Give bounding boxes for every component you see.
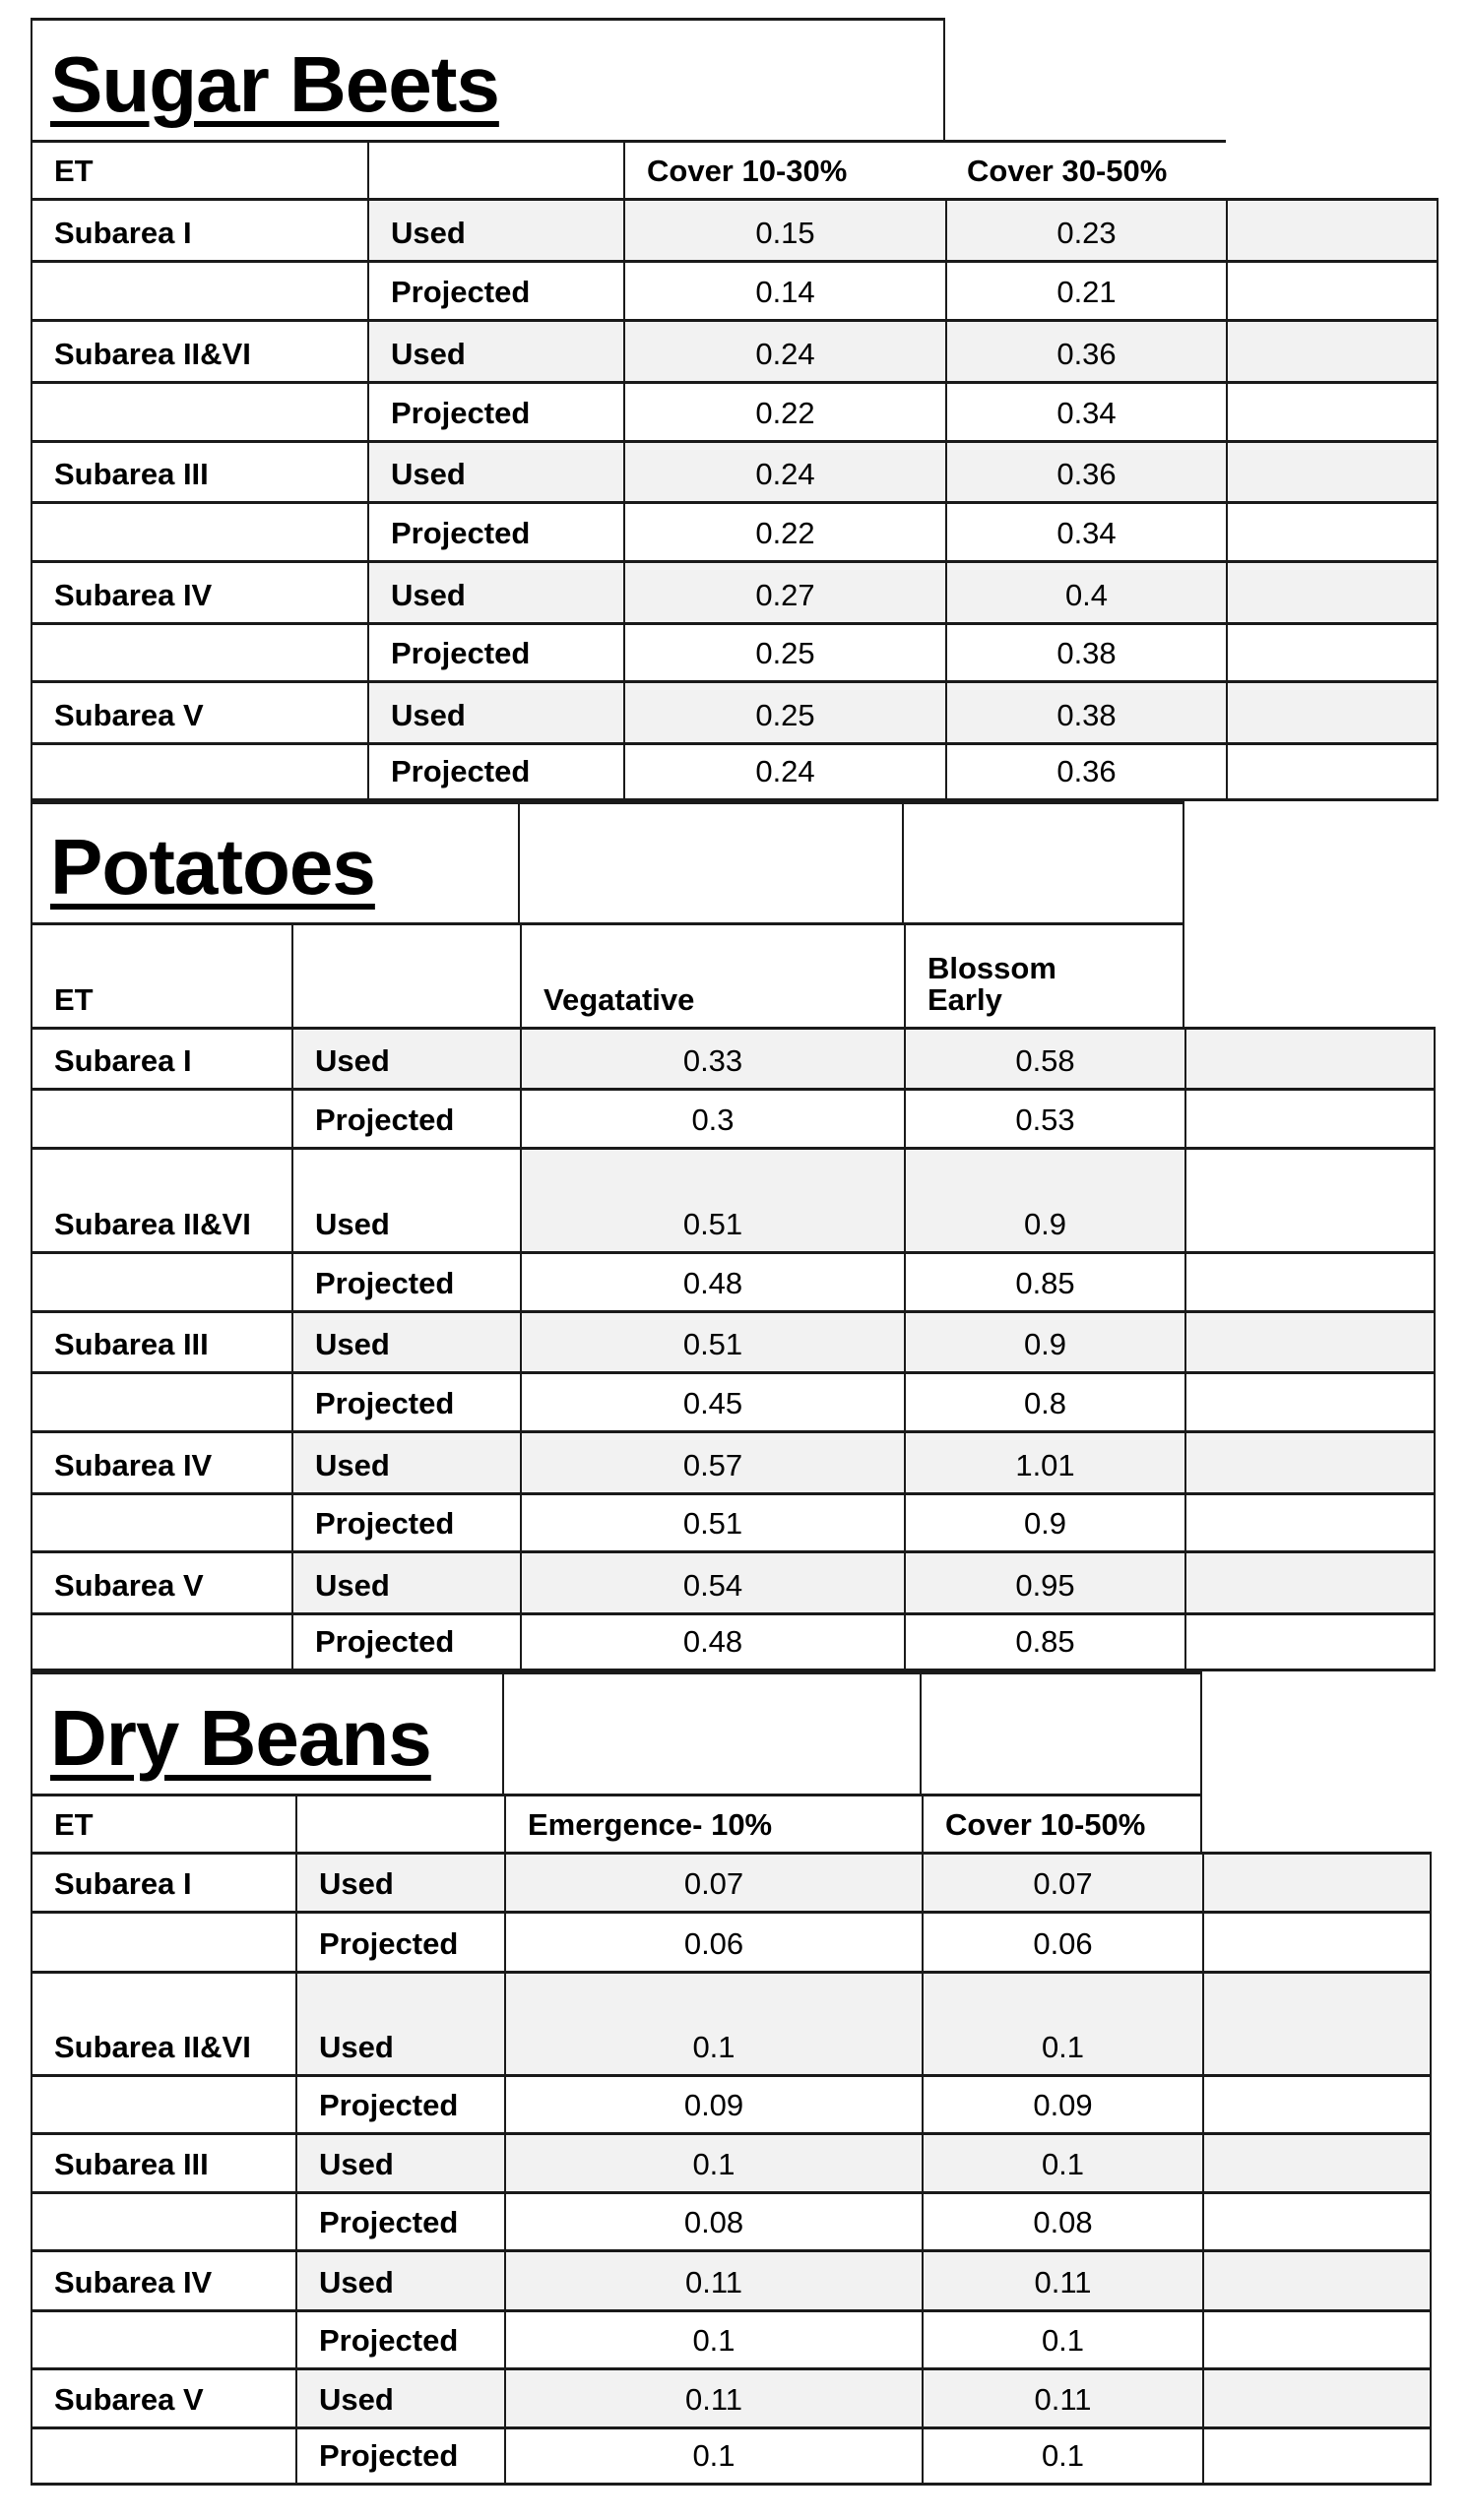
potatoes-row-0-value-cell-1: 0.33 (520, 1027, 904, 1088)
potatoes-row-4-value-cell-1: 0.51 (520, 1310, 904, 1371)
potatoes-row-4-blank-cell (1184, 1310, 1436, 1371)
sugar-beets-row-8-blank-cell (1226, 680, 1439, 742)
dry-beans-header-col-3: Cover 10-50% (922, 1794, 1202, 1852)
dry-beans-row-5-value-cell-1: 0.08 (504, 2191, 922, 2249)
potatoes-row-3-value-cell-1: 0.48 (520, 1251, 904, 1310)
sugar-beets-row-1-type-cell: Projected (367, 260, 623, 319)
dry-beans-row-9-blank-cell (1202, 2426, 1432, 2486)
potatoes-row-5-value-cell-1: 0.45 (520, 1371, 904, 1430)
potatoes-row-6-type-cell: Used (291, 1430, 520, 1492)
dry-beans-title: Dry Beans (31, 1671, 504, 1794)
potatoes-row-4-area-cell: Subarea III (31, 1310, 291, 1371)
potatoes-row-2-value-cell-2: 0.9 (904, 1147, 1184, 1251)
potatoes-row-3-type-cell: Projected (291, 1251, 520, 1310)
dry-beans-row-3-value-cell-2: 0.09 (922, 2074, 1202, 2132)
potatoes-header-col-1 (291, 922, 520, 1027)
dry-beans-row-7-value-cell-2: 0.1 (922, 2309, 1202, 2367)
dry-beans-row-9-value-cell-1: 0.1 (504, 2426, 922, 2486)
sugar-beets-row-9-blank-cell (1226, 742, 1439, 801)
potatoes-row-2-area-cell: Subarea II&VI (31, 1147, 291, 1251)
dry-beans-row-0-value-cell-1: 0.07 (504, 1852, 922, 1911)
sugar-beets-row-5-area-cell (31, 501, 367, 560)
potatoes-row-9-value-cell-1: 0.48 (520, 1612, 904, 1671)
sugar-beets-row-9-value-cell-2: 0.36 (945, 742, 1226, 801)
dry-beans-row-2-value-cell-2: 0.1 (922, 1971, 1202, 2074)
potatoes-header-col-0: ET (31, 922, 291, 1027)
sugar-beets-row-6-area-cell: Subarea IV (31, 560, 367, 622)
potatoes-row-6-area-cell: Subarea IV (31, 1430, 291, 1492)
dry-beans-header-col-1 (295, 1794, 504, 1852)
sugar-beets-row-5-value-cell-2: 0.34 (945, 501, 1226, 560)
sugar-beets-row-9-area-cell (31, 742, 367, 801)
potatoes-title-spacer-0 (520, 801, 904, 922)
sugar-beets-row-4-blank-cell (1226, 440, 1439, 501)
dry-beans-header-col-2: Emergence- 10% (504, 1794, 922, 1852)
dry-beans-row-8-value-cell-2: 0.11 (922, 2367, 1202, 2426)
potatoes-row-8-type-cell: Used (291, 1550, 520, 1612)
sugar-beets-row-4-area-cell: Subarea III (31, 440, 367, 501)
dry-beans-row-1-blank-cell (1202, 1911, 1432, 1971)
potatoes-row-5-blank-cell (1184, 1371, 1436, 1430)
dry-beans-row-1-value-cell-2: 0.06 (922, 1911, 1202, 1971)
dry-beans-row-0-value-cell-2: 0.07 (922, 1852, 1202, 1911)
sugar-beets-row-8-type-cell: Used (367, 680, 623, 742)
dry-beans-row-6-value-cell-1: 0.11 (504, 2249, 922, 2309)
dry-beans-row-9-value-cell-2: 0.1 (922, 2426, 1202, 2486)
potatoes-row-0-blank-cell (1184, 1027, 1436, 1088)
sugar-beets-row-0-type-cell: Used (367, 198, 623, 260)
dry-beans-row-0-blank-cell (1202, 1852, 1432, 1911)
dry-beans-row-0-area-cell: Subarea I (31, 1852, 295, 1911)
potatoes-row-9-type-cell: Projected (291, 1612, 520, 1671)
potatoes-row-8-value-cell-2: 0.95 (904, 1550, 1184, 1612)
potatoes-row-3-value-cell-2: 0.85 (904, 1251, 1184, 1310)
dry-beans-row-2-type-cell: Used (295, 1971, 504, 2074)
sugar-beets-row-5-blank-cell (1226, 501, 1439, 560)
dry-beans-row-5-blank-cell (1202, 2191, 1432, 2249)
potatoes-row-2-blank-cell (1184, 1147, 1436, 1251)
dry-beans-row-8-value-cell-1: 0.11 (504, 2367, 922, 2426)
dry-beans-row-7-type-cell: Projected (295, 2309, 504, 2367)
potatoes-row-7-value-cell-1: 0.51 (520, 1492, 904, 1550)
dry-beans-row-0-type-cell: Used (295, 1852, 504, 1911)
potatoes-row-7-type-cell: Projected (291, 1492, 520, 1550)
potatoes-row-1-blank-cell (1184, 1088, 1436, 1147)
sugar-beets-row-2-type-cell: Used (367, 319, 623, 381)
sugar-beets-row-6-blank-cell (1226, 560, 1439, 622)
potatoes-row-5-type-cell: Projected (291, 1371, 520, 1430)
potatoes-row-8-blank-cell (1184, 1550, 1436, 1612)
sugar-beets-row-8-area-cell: Subarea V (31, 680, 367, 742)
sugar-beets-row-6-type-cell: Used (367, 560, 623, 622)
dry-beans-header-col-0: ET (31, 1794, 295, 1852)
potatoes-row-3-blank-cell (1184, 1251, 1436, 1310)
sugar-beets-row-8-value-cell-1: 0.25 (623, 680, 945, 742)
potatoes-row-6-value-cell-1: 0.57 (520, 1430, 904, 1492)
sugar-beets-row-2-blank-cell (1226, 319, 1439, 381)
dry-beans-row-4-value-cell-2: 0.1 (922, 2132, 1202, 2191)
dry-beans-row-9-area-cell (31, 2426, 295, 2486)
potatoes-row-1-value-cell-2: 0.53 (904, 1088, 1184, 1147)
sugar-beets-row-0-value-cell-2: 0.23 (945, 198, 1226, 260)
sugar-beets-header-col-1 (367, 140, 623, 198)
potatoes-row-7-blank-cell (1184, 1492, 1436, 1550)
potatoes-row-6-blank-cell (1184, 1430, 1436, 1492)
sugar-beets-row-8-value-cell-2: 0.38 (945, 680, 1226, 742)
sugar-beets-row-3-value-cell-1: 0.22 (623, 381, 945, 440)
dry-beans-row-4-area-cell: Subarea III (31, 2132, 295, 2191)
sugar-beets-row-3-type-cell: Projected (367, 381, 623, 440)
potatoes-row-0-area-cell: Subarea I (31, 1027, 291, 1088)
potatoes-row-6-value-cell-2: 1.01 (904, 1430, 1184, 1492)
potatoes-title-spacer-1 (904, 801, 1184, 922)
dry-beans-row-3-type-cell: Projected (295, 2074, 504, 2132)
potatoes-row-3-area-cell (31, 1251, 291, 1310)
sugar-beets-header-col-2: Cover 10-30% (623, 140, 945, 198)
dry-beans-row-2-blank-cell (1202, 1971, 1432, 2074)
sugar-beets-row-7-value-cell-2: 0.38 (945, 622, 1226, 680)
dry-beans-row-8-blank-cell (1202, 2367, 1432, 2426)
dry-beans-row-4-value-cell-1: 0.1 (504, 2132, 922, 2191)
potatoes-row-5-area-cell (31, 1371, 291, 1430)
potatoes-header-col-2: Vegatative (520, 922, 904, 1027)
dry-beans-row-8-area-cell: Subarea V (31, 2367, 295, 2426)
potatoes-row-8-area-cell: Subarea V (31, 1550, 291, 1612)
potatoes-row-1-value-cell-1: 0.3 (520, 1088, 904, 1147)
sugar-beets-row-4-type-cell: Used (367, 440, 623, 501)
dry-beans-row-7-blank-cell (1202, 2309, 1432, 2367)
dry-beans-row-1-value-cell-1: 0.06 (504, 1911, 922, 1971)
sugar-beets-row-9-type-cell: Projected (367, 742, 623, 801)
sugar-beets-row-4-value-cell-1: 0.24 (623, 440, 945, 501)
dry-beans-row-3-value-cell-1: 0.09 (504, 2074, 922, 2132)
header-label-line: Blossom (927, 950, 1056, 985)
potatoes-header-col-3 (904, 922, 1184, 1027)
sugar-beets-row-0-value-cell-1: 0.15 (623, 198, 945, 260)
potatoes-row-4-value-cell-2: 0.9 (904, 1310, 1184, 1371)
dry-beans-row-6-area-cell: Subarea IV (31, 2249, 295, 2309)
dry-beans-row-3-blank-cell (1202, 2074, 1432, 2132)
dry-beans-row-7-value-cell-1: 0.1 (504, 2309, 922, 2367)
sugar-beets-row-0-area-cell: Subarea I (31, 198, 367, 260)
dry-beans-row-2-area-cell: Subarea II&VI (31, 1971, 295, 2074)
dry-beans-title-spacer-0 (504, 1671, 922, 1794)
sugar-beets-row-1-blank-cell (1226, 260, 1439, 319)
sugar-beets-row-3-blank-cell (1226, 381, 1439, 440)
sugar-beets-row-5-type-cell: Projected (367, 501, 623, 560)
sugar-beets-row-7-area-cell (31, 622, 367, 680)
potatoes-row-0-value-cell-2: 0.58 (904, 1027, 1184, 1088)
sugar-beets-title: Sugar Beets (31, 18, 945, 140)
sugar-beets-row-6-value-cell-2: 0.4 (945, 560, 1226, 622)
dry-beans-row-8-type-cell: Used (295, 2367, 504, 2426)
sugar-beets-row-2-value-cell-1: 0.24 (623, 319, 945, 381)
potatoes-row-1-type-cell: Projected (291, 1088, 520, 1147)
potatoes-row-7-area-cell (31, 1492, 291, 1550)
dry-beans-row-5-value-cell-2: 0.08 (922, 2191, 1202, 2249)
dry-beans-row-2-value-cell-1: 0.1 (504, 1971, 922, 2074)
sugar-beets-row-0-blank-cell (1226, 198, 1439, 260)
sugar-beets-header-col-0: ET (31, 140, 367, 198)
sugar-beets-row-7-blank-cell (1226, 622, 1439, 680)
sugar-beets-row-1-value-cell-1: 0.14 (623, 260, 945, 319)
potatoes-row-9-blank-cell (1184, 1612, 1436, 1671)
sugar-beets-row-1-value-cell-2: 0.21 (945, 260, 1226, 319)
potatoes-row-0-type-cell: Used (291, 1027, 520, 1088)
potatoes-row-1-area-cell (31, 1088, 291, 1147)
dry-beans-row-1-area-cell (31, 1911, 295, 1971)
sugar-beets-row-7-value-cell-1: 0.25 (623, 622, 945, 680)
sugar-beets-row-6-value-cell-1: 0.27 (623, 560, 945, 622)
dry-beans-row-6-type-cell: Used (295, 2249, 504, 2309)
potatoes-row-5-value-cell-2: 0.8 (904, 1371, 1184, 1430)
dry-beans-row-6-blank-cell (1202, 2249, 1432, 2309)
sugar-beets-row-1-area-cell (31, 260, 367, 319)
dry-beans-row-7-area-cell (31, 2309, 295, 2367)
sugar-beets-row-2-area-cell: Subarea II&VI (31, 319, 367, 381)
sugar-beets-row-7-type-cell: Projected (367, 622, 623, 680)
sugar-beets-row-4-value-cell-2: 0.36 (945, 440, 1226, 501)
dry-beans-row-6-value-cell-2: 0.11 (922, 2249, 1202, 2309)
potatoes-row-2-value-cell-1: 0.51 (520, 1147, 904, 1251)
dry-beans-row-1-type-cell: Projected (295, 1911, 504, 1971)
dry-beans-row-4-blank-cell (1202, 2132, 1432, 2191)
dry-beans-row-4-type-cell: Used (295, 2132, 504, 2191)
potatoes-row-8-value-cell-1: 0.54 (520, 1550, 904, 1612)
sugar-beets-row-5-value-cell-1: 0.22 (623, 501, 945, 560)
potatoes-title: Potatoes (31, 801, 520, 922)
sugar-beets-header-col-3: Cover 30-50% (945, 140, 1226, 198)
sugar-beets-row-2-value-cell-2: 0.36 (945, 319, 1226, 381)
potatoes-row-2-type-cell: Used (291, 1147, 520, 1251)
sugar-beets-row-3-area-cell (31, 381, 367, 440)
potatoes-row-9-area-cell (31, 1612, 291, 1671)
potatoes-row-4-type-cell: Used (291, 1310, 520, 1371)
dry-beans-title-spacer-1 (922, 1671, 1202, 1794)
sugar-beets-row-9-value-cell-1: 0.24 (623, 742, 945, 801)
sugar-beets-row-3-value-cell-2: 0.34 (945, 381, 1226, 440)
potatoes-row-9-value-cell-2: 0.85 (904, 1612, 1184, 1671)
dry-beans-row-3-area-cell (31, 2074, 295, 2132)
dry-beans-row-5-area-cell (31, 2191, 295, 2249)
dry-beans-row-9-type-cell: Projected (295, 2426, 504, 2486)
dry-beans-row-5-type-cell: Projected (295, 2191, 504, 2249)
header-label-line: Early (927, 982, 1002, 1018)
potatoes-row-7-value-cell-2: 0.9 (904, 1492, 1184, 1550)
